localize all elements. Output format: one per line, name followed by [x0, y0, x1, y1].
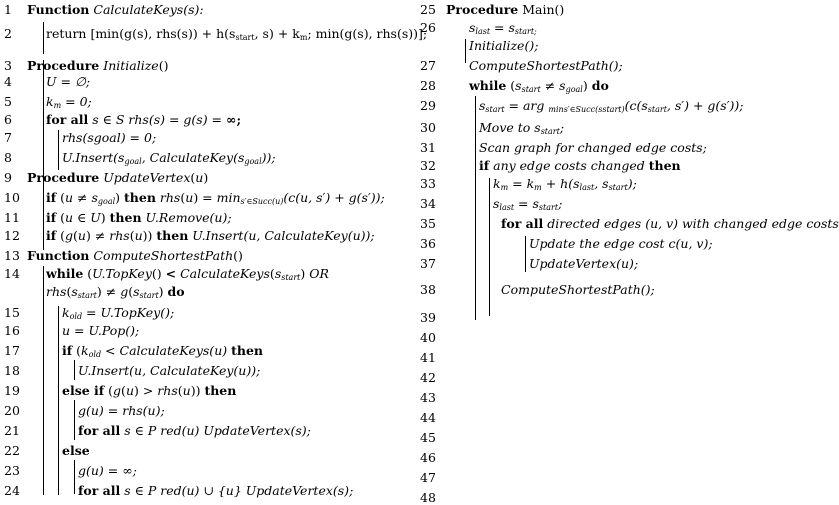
indent-guide — [74, 360, 75, 380]
right-line-number: 38 — [420, 282, 436, 297]
right-line-number: 35 — [420, 216, 436, 231]
indent-guide — [43, 190, 44, 250]
left-code-line: Procedure Initialize() — [27, 58, 169, 73]
left-line-number: 12 — [4, 228, 20, 243]
right-line-number: 42 — [420, 370, 436, 385]
left-line-number: 20 — [4, 403, 20, 418]
left-line-number: 6 — [4, 112, 12, 127]
right-code-line: Scan graph for changed edge costs; — [479, 140, 707, 155]
indent-guide — [43, 266, 44, 495]
right-code-line: $s_{last} = s_{start}$; — [493, 196, 563, 212]
right-line-number: 28 — [420, 78, 436, 93]
right-line-number: 39 — [420, 310, 436, 325]
right-line-number: 30 — [420, 120, 436, 135]
left-line-number: 13 — [4, 248, 20, 263]
indent-guide — [475, 96, 476, 320]
right-code-line: ComputeShortestPath(); — [501, 282, 655, 297]
left-line-number: 18 — [4, 363, 20, 378]
indent-guide — [58, 130, 59, 170]
indent-guide — [525, 236, 526, 272]
left-code-line: for all s ∈ S rhs(s) = g(s) = ∞; — [46, 112, 242, 127]
right-code-line: $s_{start}$ = arg $_{mins'\in Succ(sstart)}(c(s_{start}$, s′) + g(s′)); — [479, 98, 744, 114]
left-code-line: rhs(sgoal) = 0; — [62, 130, 157, 145]
left-line-number: 23 — [4, 463, 20, 478]
left-code-line: while (U.TopKey() < $CalculateKeys(s_{start})$ OR — [46, 266, 329, 282]
right-line-number: 34 — [420, 196, 436, 211]
left-line-number: 3 — [4, 58, 12, 73]
right-line-number: 29 — [420, 98, 436, 113]
right-line-number: 45 — [420, 430, 436, 445]
right-line-number: 37 — [420, 256, 436, 271]
left-code-line: $U.Insert(s_{goal}$, $CalculateKey(s_{goal})$); — [62, 150, 276, 166]
right-code-line: Initialize(); — [469, 38, 539, 53]
right-line-number: 31 — [420, 140, 436, 155]
left-code-line: $k_{old}$ = U.TopKey(); — [62, 305, 175, 321]
left-code-line: Function CalculateKeys(s): — [27, 2, 204, 17]
indent-guide — [58, 306, 59, 495]
right-code-line: if any edge costs changed then — [479, 158, 681, 173]
left-line-number: 17 — [4, 343, 20, 358]
right-line-number: 47 — [420, 470, 436, 485]
right-line-number: 46 — [420, 450, 436, 465]
left-line-number: 22 — [4, 443, 20, 458]
right-line-number: 27 — [420, 58, 436, 73]
left-line-number: 7 — [4, 130, 12, 145]
right-line-number: 43 — [420, 390, 436, 405]
right-code-line: Update the edge cost c(u, v); — [529, 236, 713, 251]
left-line-number: 9 — [4, 170, 12, 185]
left-code-line: U.Insert(u, CalculateKey(u)); — [78, 363, 261, 378]
left-code-line: if (g(u) ≠ rhs(u)) then U.Insert(u, CalculateKey(u)); — [46, 228, 375, 243]
left-line-number: 4 — [4, 74, 12, 89]
left-line-number: 21 — [4, 423, 20, 438]
right-code-line: Move to $s_{start}$; — [479, 120, 565, 136]
right-code-line: for all directed edges (u, v) with changed edge costs — [501, 216, 839, 231]
right-code-line: while $(s_{start} \ne s_{goal})$ do — [469, 78, 609, 94]
indent-guide — [489, 178, 490, 316]
left-code-line: for all s ∈ P red(u) ∪ {u} UpdateVertex(s); — [78, 483, 354, 498]
indent-guide — [43, 60, 44, 210]
indent-guide — [74, 400, 75, 440]
left-line-number: 16 — [4, 323, 20, 338]
left-line-number: 24 — [4, 483, 20, 498]
right-line-number: 44 — [420, 410, 436, 425]
left-line-number: 10 — [4, 190, 20, 205]
left-code-line: else — [62, 443, 90, 458]
indent-guide — [43, 22, 44, 54]
left-code-line: u = U.Pop(); — [62, 323, 140, 338]
left-line-number: 19 — [4, 383, 20, 398]
left-line-number: 5 — [4, 94, 12, 109]
left-code-line: Function ComputeShortestPath() — [27, 248, 243, 263]
right-line-number: 40 — [420, 330, 436, 345]
right-code-line: $k_m = k_m + h(s_{last}$, $s_{start}$); — [493, 176, 637, 192]
right-code-line: UpdateVertex(u); — [529, 256, 639, 271]
left-code-line: g(u) = ∞; — [78, 463, 137, 478]
left-line-number: 15 — [4, 305, 20, 320]
right-line-number: 36 — [420, 236, 436, 251]
left-code-line: $k_m = 0$; — [46, 94, 92, 110]
left-code-line: if ($k_{old}$ < CalculateKeys(u) then — [62, 343, 264, 359]
right-code-line: Procedure Main() — [446, 2, 565, 17]
right-line-number: 41 — [420, 350, 436, 365]
left-code-line: $rhs(s_{start}) \ne g(s_{start})$ do — [46, 284, 185, 300]
indent-guide — [74, 460, 75, 494]
left-code-line: U = ∅; — [46, 74, 91, 89]
right-code-line: ComputeShortestPath(); — [469, 58, 623, 73]
indent-guide — [465, 39, 466, 63]
left-code-line: return [min(g(s), $rhs(s)) + h(s_{start}$, $s) + k_m$; min(g(s), rhs(s))]; — [46, 26, 428, 42]
right-code-line: $s_{last} = s_{start;}$ — [469, 20, 537, 36]
left-code-line: if (u ∈ U) then U.Remove(u); — [46, 210, 232, 225]
left-line-number: 14 — [4, 266, 20, 281]
left-code-line: for all s ∈ P red(u) UpdateVertex(s); — [78, 423, 311, 438]
left-code-line: Procedure UpdateVertex(u) — [27, 170, 209, 185]
right-line-number: 26 — [420, 20, 436, 35]
right-line-number: 48 — [420, 490, 436, 505]
left-code-line: if $(u \ne s_{goal})$ then $rhs(u) = \min_{s'\in Succ(u)}(c(u$, s′) + g(s′)); — [46, 190, 385, 206]
left-line-number: 1 — [4, 2, 12, 17]
left-code-line: else if (g(u) > rhs(u)) then — [62, 383, 237, 398]
left-line-number: 11 — [4, 210, 20, 225]
right-line-number: 33 — [420, 176, 436, 191]
right-line-number: 32 — [420, 158, 436, 173]
left-code-line: g(u) = rhs(u); — [78, 403, 165, 418]
right-line-number: 25 — [420, 2, 436, 17]
left-line-number: 2 — [4, 26, 12, 41]
left-line-number: 8 — [4, 150, 12, 165]
